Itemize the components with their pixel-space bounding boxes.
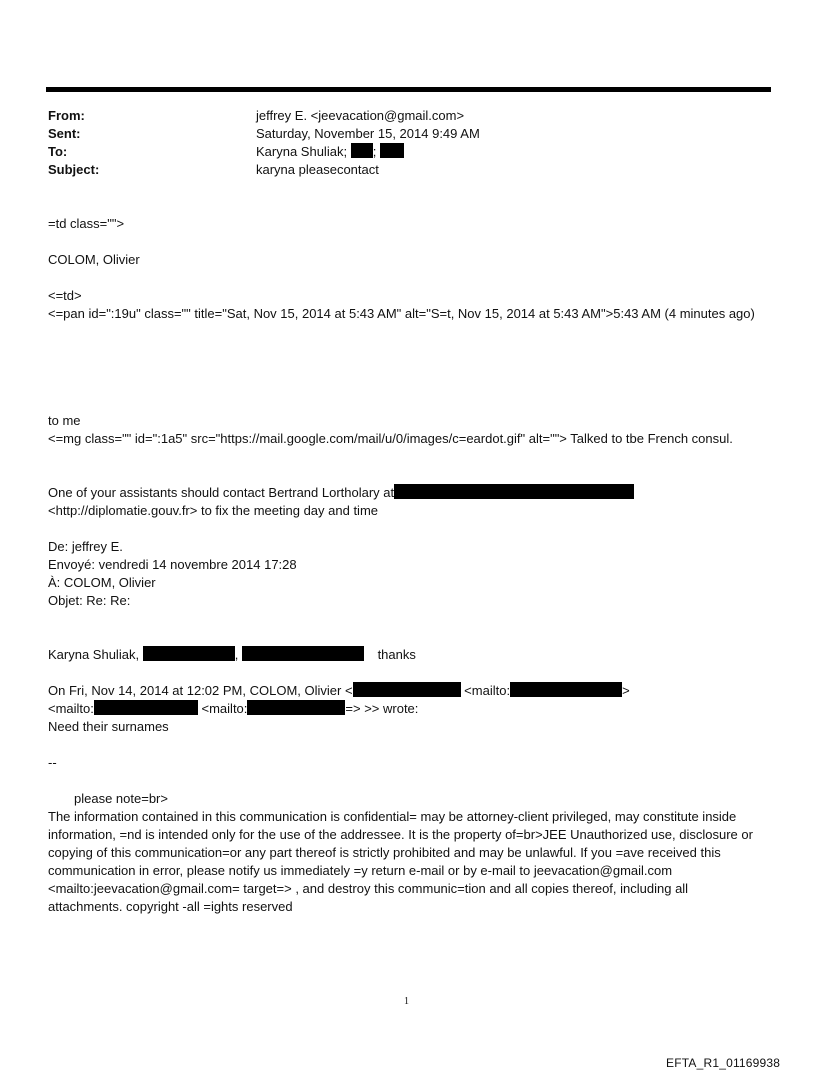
- redaction-box: [143, 646, 235, 661]
- on-fri-end: >: [622, 683, 630, 698]
- page-number: 1: [404, 996, 409, 1007]
- body-line-td: =td class="">: [48, 216, 125, 231]
- mailto2-end: => >> wrote:: [345, 701, 419, 716]
- to-label: To:: [48, 144, 68, 159]
- to-value: Karyna Shuliak;: [256, 144, 348, 159]
- document-id: EFTA_R1_01169938: [666, 1056, 781, 1070]
- assistant-text: One of your assistants should contact Bertrand Lortholary at: [48, 485, 395, 500]
- sent-value: Saturday, November 15, 2014 9:49 AM: [256, 126, 480, 141]
- redaction-box: [510, 682, 622, 697]
- mailto-line: [48, 700, 418, 718]
- redaction-box: [94, 700, 198, 715]
- body-line-span: <=pan id=":19u" class="" title="Sat, Nov 15, 2014 at 5:43 AM" alt="S=t, Nov 15, 2014 at 5:43 AM">5:43 AM (4 minutes ago): [48, 306, 755, 321]
- disclaimer-text: The information contained in this communication is confidential= may be attorney-client privileged, may constitute inside information, =nd is intended only for the use of the addressee. It is the property of=br>JEE Unauthorized use, disclosure or copying of this communication=or any part thereof is strictly prohibited and may be unlawful. If you =ave received this communication in error, please notify us immediately =y return e-mail or by e-mail to jeevacation@gmail.com <mailto:jeevacation@gmail.com= target=> , and destroy this communic=tion and all copies thereof, including all attachments. copyright -all =ights reserved: [48, 809, 753, 914]
- karyna-comma: ,: [234, 647, 239, 662]
- on-fri-line: [48, 682, 630, 700]
- redaction-box: [242, 646, 364, 661]
- redaction-box: [353, 682, 461, 697]
- karyna-prefix: Karyna Shuliak,: [48, 647, 140, 662]
- redaction-box: [351, 143, 373, 158]
- de-line: De: jeffrey E.: [48, 539, 123, 554]
- need-line: Need their surnames: [48, 719, 169, 734]
- on-fri-prefix: On Fri, Nov 14, 2014 at 12:02 PM, COLOM, Olivier <: [48, 683, 353, 698]
- mailto2-mid: <mailto:: [201, 701, 248, 716]
- envoye-line: Envoyé: vendredi 14 novembre 2014 17:28: [48, 557, 297, 572]
- redaction-box: [247, 700, 345, 715]
- subject-value: karyna pleasecontact: [256, 162, 379, 177]
- to-value-wrap: [256, 143, 404, 161]
- header-rule: [46, 87, 771, 92]
- body-line-img: <=mg class="" id=":1a5" src="https://mail.google.com/mail/u/0/images/c=eardot.gif" alt=""> Talked to tbe French consul.: [48, 431, 733, 446]
- from-value: jeffrey E. <jeevacation@gmail.com>: [256, 108, 465, 123]
- sender-name: COLOM, Olivier: [48, 252, 140, 267]
- objet-line: Objet: Re: Re:: [48, 593, 131, 608]
- please-note-line: please note=br>: [74, 791, 168, 806]
- dashes-line: --: [48, 755, 57, 770]
- from-label: From:: [48, 108, 85, 123]
- to-me-line: to me: [48, 413, 81, 428]
- body-line-td2: <=td>: [48, 288, 82, 303]
- redaction-box: [380, 143, 404, 158]
- subject-label: Subject:: [48, 162, 100, 177]
- sent-label: Sent:: [48, 126, 81, 141]
- diplomatie-line: <http://diplomatie.gouv.fr> to fix the meeting day and time: [48, 503, 379, 518]
- karyna-thanks: thanks: [377, 647, 416, 662]
- assistant-line: [48, 484, 634, 502]
- to-separator: ;: [372, 144, 377, 159]
- redaction-box: [394, 484, 634, 499]
- a-line: À: COLOM, Olivier: [48, 575, 156, 590]
- mailto2-prefix: <mailto:: [48, 701, 94, 716]
- karyna-line: [48, 646, 416, 664]
- on-fri-mailto: <mailto:: [464, 683, 511, 698]
